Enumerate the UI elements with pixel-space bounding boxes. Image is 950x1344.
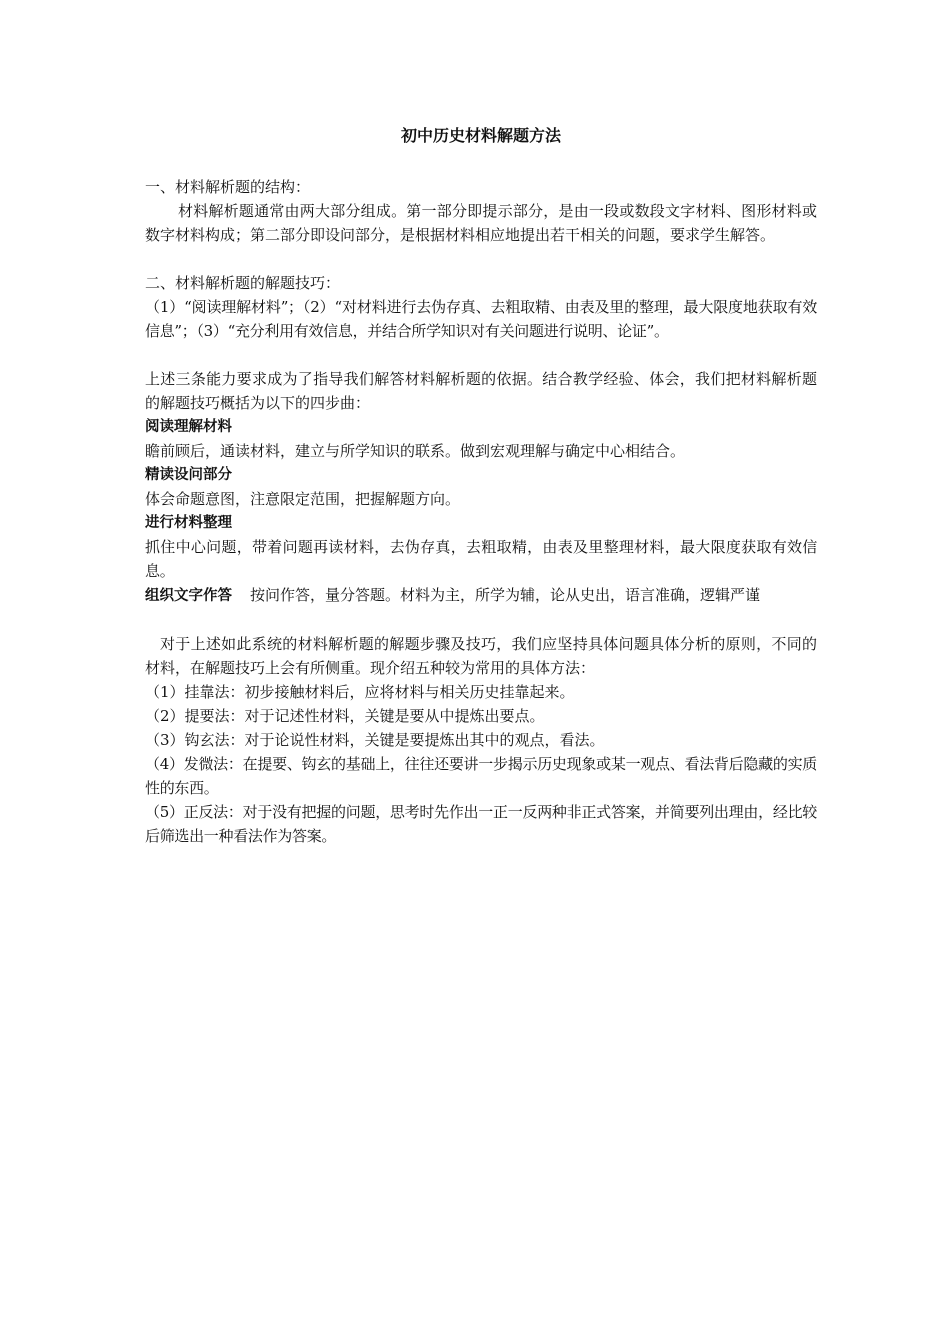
- steps-intro: 上述三条能力要求成为了指导我们解答材料解析题的依据。结合教学经验、体会，我们把材料解析题的解题技巧概括为以下的四步曲：: [145, 370, 817, 412]
- section-1-body: 材料解析题通常由两大部分组成。第一部分即提示部分，是由一段或数段文字材料、图形材料或数字材料构成；第二部分即设问部分，是根据材料相应地提出若干相关的问题，要求学生解答。: [145, 202, 817, 244]
- step-1-body: 瞻前顾后，通读材料，建立与所学知识的联系。做到宏观理解与确定中心相结合。: [145, 442, 686, 460]
- blank-line: [145, 343, 817, 367]
- document-title: 初中历史材料解题方法: [400, 126, 561, 145]
- step-2-title: 精读设问部分: [145, 467, 232, 483]
- blank-line: [145, 608, 817, 632]
- method-4: （4）发微法：在提要、钩玄的基础上，往往还要讲一步揭示历史现象或某一观点、看法背后隐藏的实质性的东西。: [145, 755, 817, 797]
- section-2-body: （1）“阅读理解材料”；（2）“对材料进行去伪存真、去粗取精、由表及里的整理，最大限度地获取有效信息”；（3）“充分利用有效信息，并结合所学知识对有关问题进行说明、论证”。: [145, 298, 817, 340]
- document-body: [145, 124, 817, 848]
- step-4-title: 组织文字作答: [145, 588, 232, 604]
- blank-line: [145, 247, 817, 271]
- step-4-line: [145, 583, 817, 608]
- section-2-heading: 二、材料解析题的解题技巧：: [145, 274, 341, 292]
- step-2-body: 体会命题意图，注意限定范围，把握解题方向。: [145, 490, 461, 508]
- step-3-body: 抓住中心问题，带着问题再读材料，去伪存真，去粗取精，由表及里整理材料，最大限度获取有效信息。: [145, 538, 817, 580]
- methods-intro: 对于上述如此系统的材料解析题的解题步骤及技巧，我们应坚持具体问题具体分析的原则，不同的材料，在解题技巧上会有所侧重。现介绍五种较为常用的具体方法：: [145, 635, 817, 677]
- step-4-body: 按问作答，量分答题。材料为主，所学为辅，论从史出，语言准确，逻辑严谨: [250, 586, 761, 604]
- method-2: （2）提要法：对于记述性材料，关键是要从中提炼出要点。: [145, 707, 545, 725]
- method-5: （5）正反法：对于没有把握的问题，思考时先作出一正一反两种非正式答案，并简要列出理由，经比较后筛选出一种看法作为答案。: [145, 803, 817, 845]
- section-1-heading: 一、材料解析题的结构：: [145, 178, 311, 196]
- step-1-title: 阅读理解材料: [145, 419, 232, 435]
- method-1: （1）挂靠法：初步接触材料后，应将材料与相关历史挂靠起来。: [145, 683, 575, 701]
- step-3-title: 进行材料整理: [145, 515, 232, 531]
- method-3: （3）钩玄法：对于论说性材料，关键是要提炼出其中的观点，看法。: [145, 731, 605, 749]
